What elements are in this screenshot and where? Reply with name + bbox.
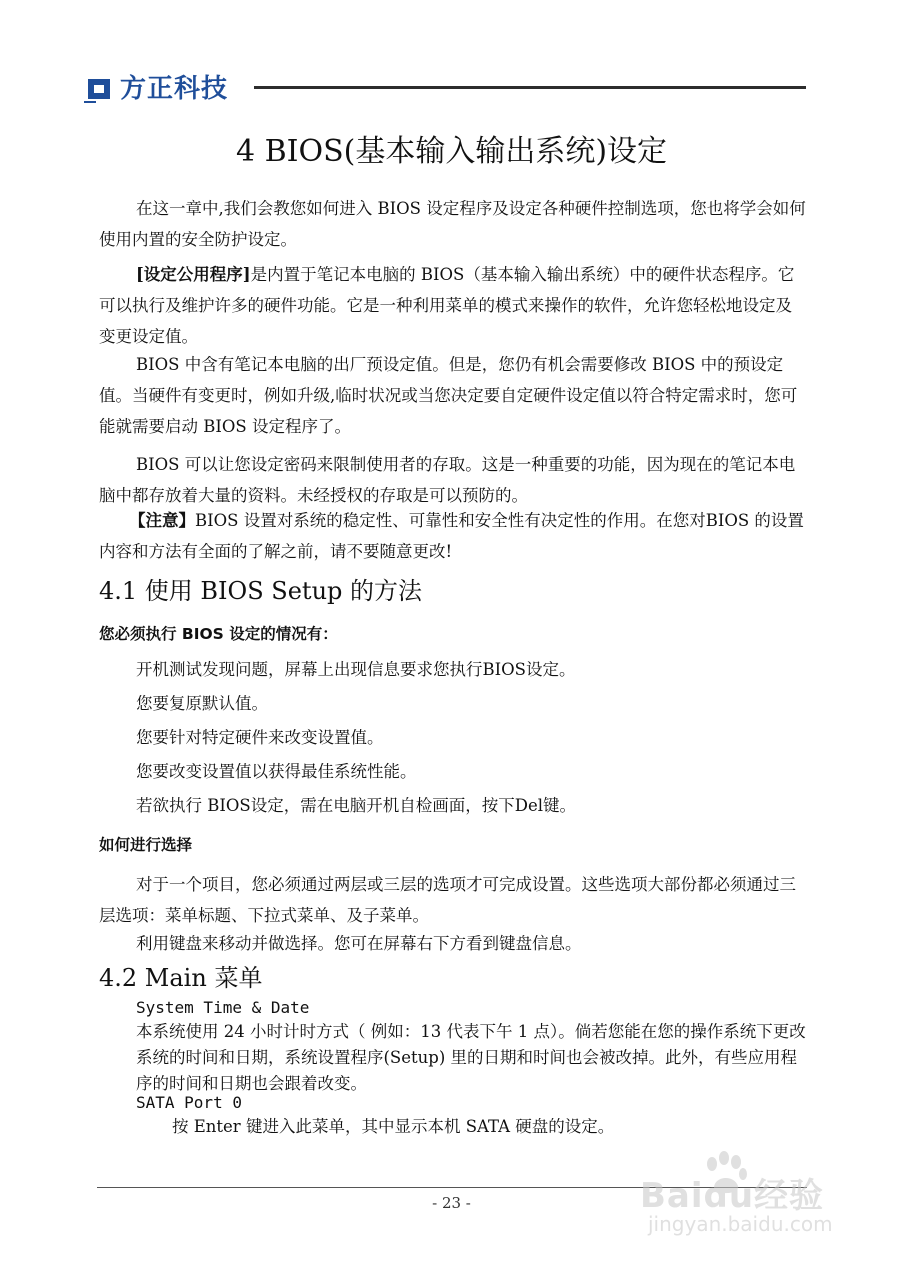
watermark-brand: Baidu经验 (640, 1176, 825, 1216)
section-4-2-heading: 4.2 Main 菜单 (99, 964, 263, 992)
founder-logo-icon (84, 75, 114, 103)
watermark-url: jingyan.baidu.com (648, 1212, 833, 1236)
list-item: 您要针对特定硬件来改变设置值。 (136, 728, 384, 747)
section-4-1-subheading: 您必须执行 BIOS 设定的情况有： (99, 625, 338, 643)
page-number: - 23 - (432, 1194, 471, 1212)
baidu-watermark (640, 1150, 880, 1245)
logo-text: 方正科技 (120, 74, 229, 104)
warning-text: BIOS 设置对系统的稳定性、可靠性和安全性有决定性的作用。在您对BIOS 的设置内容和方法有全面的了解之前，请不要随意更改! (99, 511, 804, 561)
setup-utility-paragraph (99, 259, 807, 352)
list-item: 您要改变设置值以获得最佳系统性能。 (136, 762, 417, 781)
chapter-title: 4 BIOS(基本输入输出系统)设定 (235, 134, 668, 169)
selection-paragraph: 对于一个项目，您必须通过两层或三层的选项才可完成设置。这些选项大部份都必须通过三层选项：菜单标题、下拉式菜单、及子菜单。 (99, 875, 796, 925)
page-header (84, 70, 806, 110)
section-4-1-heading: 4.1 使用 BIOS Setup 的方法 (99, 577, 423, 605)
sata-port-title: SATA Port 0 (136, 1093, 242, 1112)
header-rule (254, 86, 806, 89)
company-logo (84, 74, 228, 104)
warning-label: 【注意】 (129, 511, 195, 530)
intro-paragraph: 在这一章中,我们会教您如何进入 BIOS 设定程序及设定各种硬件控制选项，您也将学会如何使用内置的安全防护设定。 (99, 199, 806, 249)
bios-defaults-paragraph: BIOS 中含有笔记本电脑的出厂预设定值。但是，您仍有机会需要修改 BIOS 中的预设定值。当硬件有变更时，例如升级,临时状况或当您决定要自定硬件设定值以符合特定需求时，您可能就需要启动 BIOS 设定程序了。 (99, 355, 798, 436)
sata-port-desc: 按 Enter 键进入此菜单，其中显示本机 SATA 硬盘的设定。 (172, 1117, 615, 1136)
bios-password-paragraph: BIOS 可以让您设定密码来限制使用者的存取。这是一种重要的功能，因为现在的笔记本电脑中都存放着大量的资料。未经授权的存取是可以预防的。 (99, 455, 796, 505)
warning-paragraph (99, 505, 807, 567)
list-item: 若欲执行 BIOS设定，需在电脑开机自检画面，按下Del键。 (136, 796, 576, 815)
how-to-select-subheading: 如何进行选择 (99, 836, 193, 854)
system-time-date-desc: 本系统使用 24 小时计时方式（ 例如：13 代表下午 1 点）。倘若您能在您的操作系统下更改系统的时间和日期，系统设置程序(Setup) 里的日期和时间也会被改掉。此外，有些应用程序的时间和日期也会跟着改变。 (136, 1022, 806, 1093)
list-item: 您要复原默认值。 (136, 694, 268, 713)
system-time-date-title: System Time & Date (136, 998, 310, 1017)
list-item: 开机测试发现问题，屏幕上出现信息要求您执行BIOS设定。 (136, 660, 576, 679)
setup-utility-term: [设定公用程序] (136, 265, 251, 284)
setup-utility-text: 是内置于笔记本电脑的 BIOS（基本输入输出系统）中的硬件状态程序。它可以执行及维护许多的硬件功能。它是一种利用菜单的模式来操作的软件，允许您轻松地设定及变更设定值。 (99, 265, 795, 346)
keyboard-paragraph: 利用键盘来移动并做选择。您可在屏幕右下方看到键盘信息。 (136, 934, 582, 953)
